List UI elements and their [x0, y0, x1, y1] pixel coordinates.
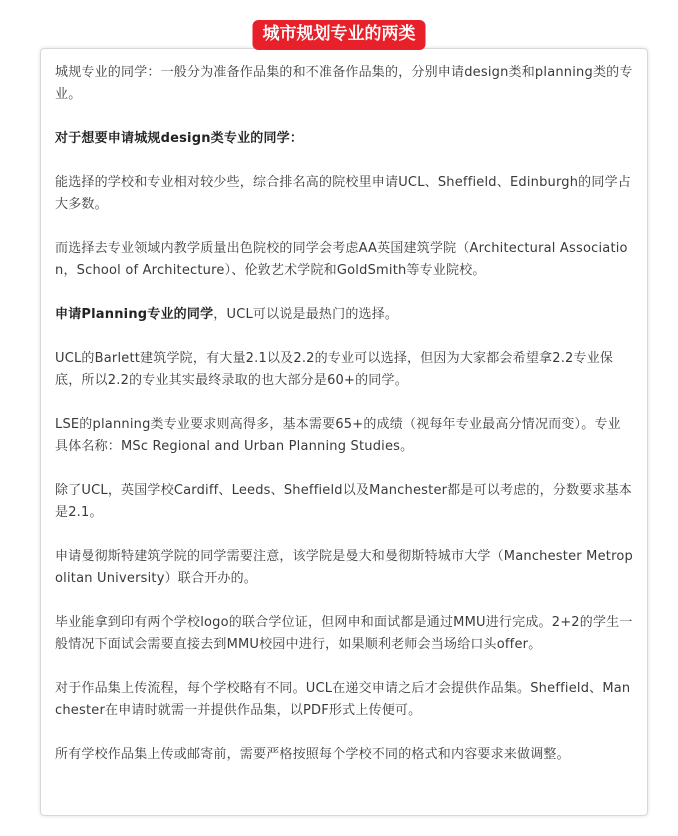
paragraph-manchester — [55, 546, 633, 590]
paragraph-ucl-barlett — [55, 348, 633, 392]
paragraph-other-schools — [55, 480, 633, 524]
paragraph-design-heading — [55, 128, 633, 150]
paragraph-text: 而选择去专业领域内教学质量出色院校的同学会考虑AA英国建筑学院（Architectural Association，School of Architecture）、伦敦艺术学院和GoldSmith等专业院校。 — [55, 241, 628, 278]
paragraph-text: 申请曼彻斯特建筑学院的同学需要注意，该学院是曼大和曼彻斯特城市大学（Manchester Metropolitan University）联合开办的。 — [55, 549, 633, 586]
paragraph-bold-text: 对于想要申请城规design类专业的同学： — [55, 131, 304, 146]
paragraph-text: 城规专业的同学：一般分为准备作品集的和不准备作品集的，分别申请design类和planning类的专业。 — [55, 65, 633, 102]
paragraph-text: 除了UCL，英国学校Cardiff、Leeds、Sheffield以及Manchester都是可以考虑的，分数要求基本是2.1。 — [55, 483, 632, 520]
paragraph-text: 毕业能拿到印有两个学校logo的联合学位证，但网申和面试都是通过MMU进行完成。2+2的学生一般情况下面试会需要直接去到MMU校园中进行，如果顺利老师会当场给口头offer。 — [55, 615, 633, 652]
paragraph-planning-heading — [55, 304, 633, 326]
section-title-badge: 城市规划专业的两类 — [253, 20, 426, 50]
paragraph-intro — [55, 62, 633, 106]
paragraph-text: UCL的Barlett建筑学院，有大量2.1以及2.2的专业可以选择，但因为大家都会希望拿2.2专业保底，所以2.2的专业其实最终录取的也大部分是60+的同学。 — [55, 351, 614, 388]
paragraph-design-schools — [55, 172, 633, 216]
paragraph-portfolio-format — [55, 744, 633, 766]
paragraph-portfolio-process — [55, 678, 633, 722]
paragraph-specialist-schools — [55, 238, 633, 282]
paragraph-joint-degree — [55, 612, 633, 656]
paragraph-text: 所有学校作品集上传或邮寄前，需要严格按照每个学校不同的格式和内容要求来做调整。 — [55, 747, 570, 762]
paragraph-bold-text: 申请Planning专业的同学 — [55, 307, 214, 322]
article-content-box — [40, 48, 648, 816]
paragraph-text: LSE的planning类专业要求则高得多，基本需要65+的成绩（视每年专业最高分情况而变）。专业具体名称：MSc Regional and Urban Planning Studies。 — [55, 417, 621, 454]
paragraph-text: ，UCL可以说是最热门的选择。 — [213, 307, 399, 322]
paragraph-text: 能选择的学校和专业相对较少些，综合排名高的院校里申请UCL、Sheffield、Edinburgh的同学占大多数。 — [55, 175, 631, 212]
paragraph-text: 对于作品集上传流程，每个学校略有不同。UCL在递交申请之后才会提供作品集。Sheffield、Manchester在申请时就需一并提供作品集，以PDF形式上传便可。 — [55, 681, 631, 718]
paragraph-lse — [55, 414, 633, 458]
